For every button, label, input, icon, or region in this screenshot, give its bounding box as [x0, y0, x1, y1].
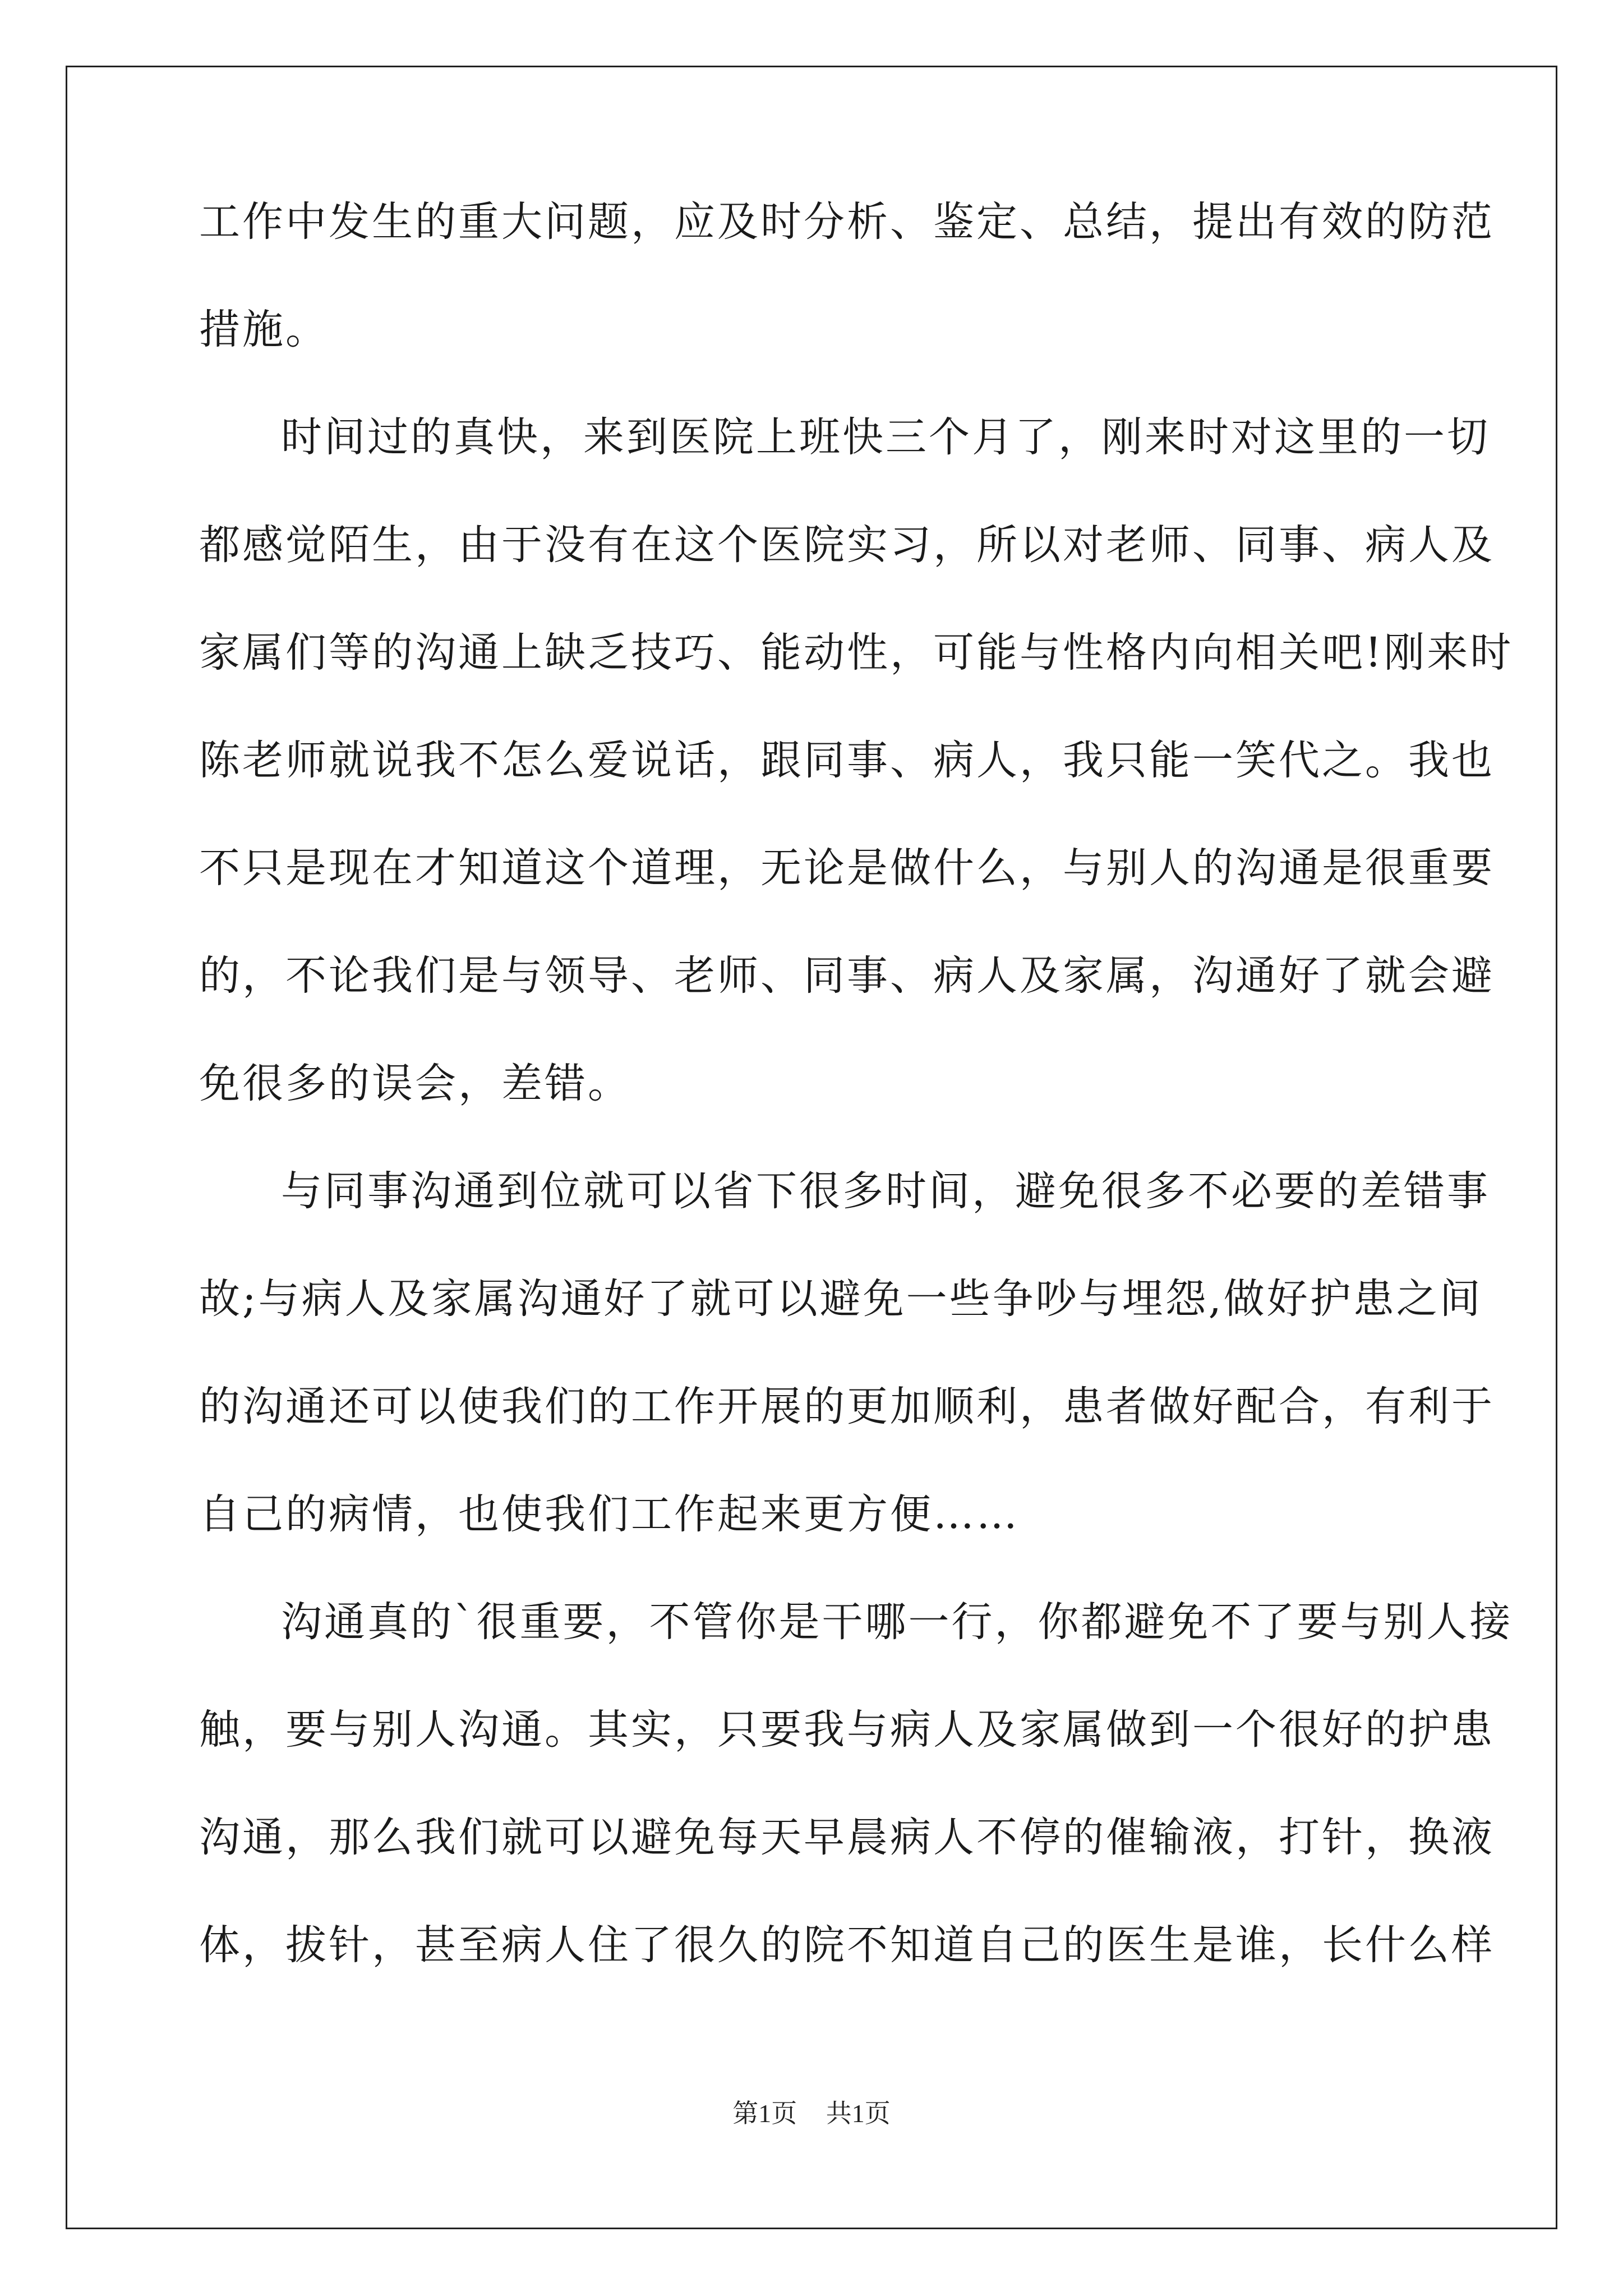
paragraph-first-line: 与同事沟通到位就可以省下很多时间，避免很多不必要的差错事 [281, 1167, 1490, 1215]
text-line: 自己的病情，也使我们工作起来更方便…… [199, 1490, 1020, 1538]
text-line: 家属们等的沟通上缺乏技巧、能动性，可能与性格内向相关吧!刚来时 [199, 629, 1514, 677]
text-line: 都感觉陌生，由于没有在这个医院实习，所以对老师、同事、病人及 [199, 521, 1495, 569]
paragraph-first-line: 沟通真的`很重要，不管你是干哪一行，你都避免不了要与别人接 [281, 1598, 1513, 1646]
text-line: 体，拔针，甚至病人住了很久的院不知道自己的医生是谁，长什么样 [199, 1921, 1495, 1969]
text-line: 免很多的误会，差错。 [199, 1060, 631, 1107]
text-line: 工作中发生的重大问题，应及时分析、鉴定、总结，提出有效的防范 [199, 198, 1495, 246]
text-line: 陈老师就说我不怎么爱说话，跟同事、病人，我只能一笑代之。我也 [199, 737, 1495, 784]
text-line: 不只是现在才知道这个道理，无论是做什么，与别人的沟通是很重要 [199, 844, 1495, 892]
text-line: 措施。 [199, 306, 329, 353]
text-line: 的，不论我们是与领导、老师、同事、病人及家属，沟通好了就会避 [199, 952, 1495, 1000]
text-line: 沟通，那么我们就可以避免每天早晨病人不停的催输液，打针，换液 [199, 1814, 1495, 1861]
text-line: 的沟通还可以使我们的工作开展的更加顺利，患者做好配合，有利于 [199, 1383, 1495, 1430]
document-body [199, 195, 1514, 2026]
paragraph-first-line: 时间过的真快，来到医院上班快三个月了，刚来时对这里的一切 [281, 413, 1490, 461]
text-line: 触，要与别人沟通。其实，只要我与病人及家属做到一个很好的护患 [199, 1706, 1495, 1754]
text-line: 故;与病人及家属沟通好了就可以避免一些争吵与埋怨,做好护患之间 [199, 1275, 1483, 1323]
page-footer [0, 2097, 1623, 2131]
page-number: 第1页 [732, 2099, 797, 2128]
page-total: 共1页 [826, 2099, 891, 2128]
